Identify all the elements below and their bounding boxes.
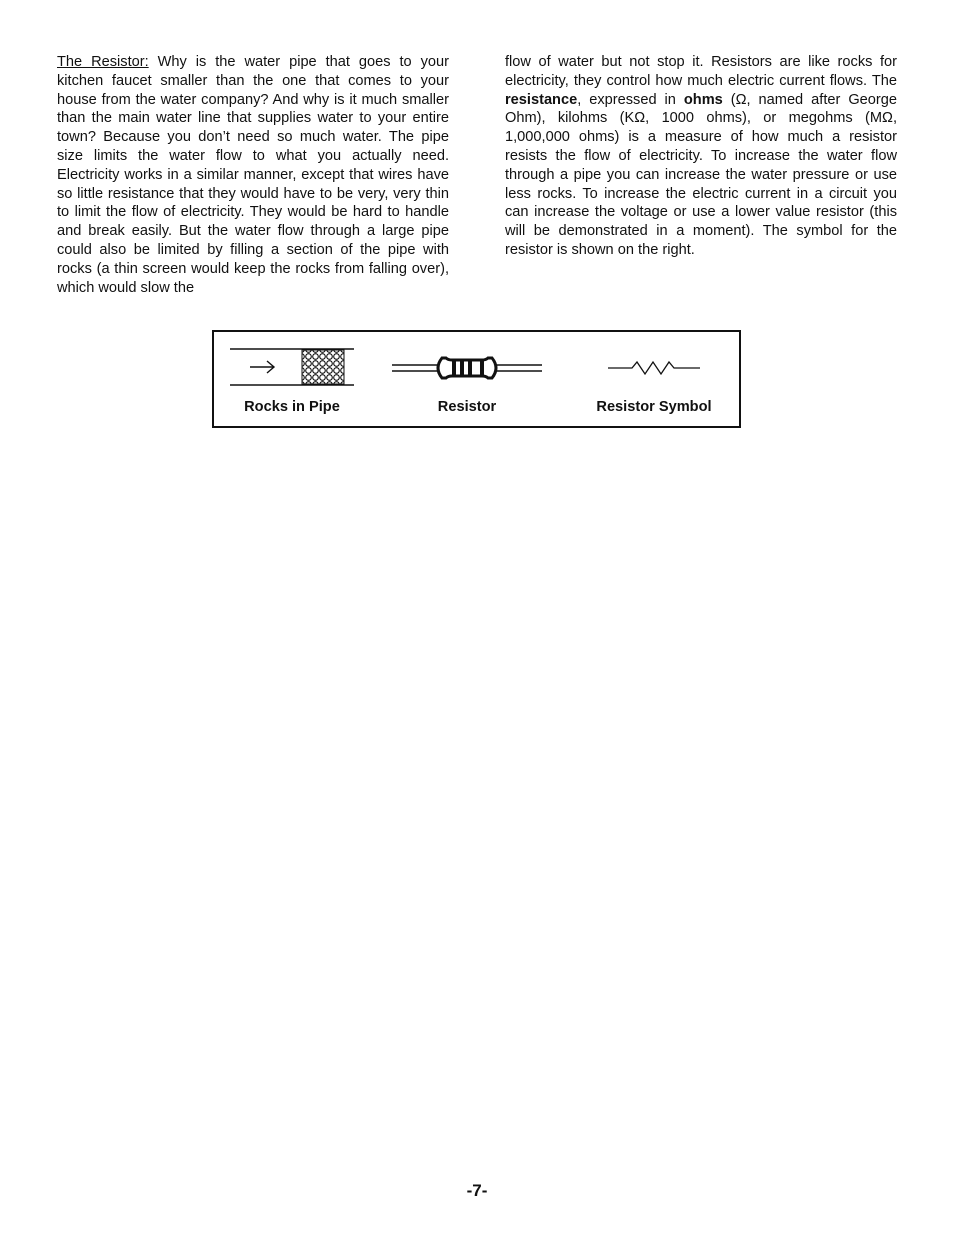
rocks-in-pipe-label: Rocks in Pipe <box>244 399 340 415</box>
section-heading: The Resistor: <box>57 54 149 70</box>
left-column-text: Why is the water pipe that goes to your kitchen faucet smaller than the one that comes to your house from the water company? And why is it much smaller than the main water line that supplies water to your entire town? Because you don’t need so much water. The pipe size limits the water flow to what you actually need. Electricity works in a similar manner, except that wires have so little resistance that they would have to be very, very thin to limit the flow of electricity. They would be hard to handle and break easily. But the water flow through a large pipe could also be limited by filling a section of the pipe with rocks (a thin screen would keep the rocks from falling over), which would slow the <box>57 54 449 296</box>
resistor-symbol-illustration <box>606 358 702 378</box>
resistor-component-illustration <box>390 352 544 386</box>
left-column <box>57 53 449 297</box>
right-text-1: flow of water but not stop it. Resistors are like rocks for electricity, they control how much electric current flows. The <box>505 54 897 89</box>
resistance-term: resistance <box>505 91 578 108</box>
right-text-3: (Ω, named after George Ohm), kilohms (KΩ, 1000 ohms), or megohms (MΩ, 1,000,000 ohms) is a measure of how much a resistor resists the flow of electricity. To increase the water flow through a pipe you can increase the water pressure or use less rocks. To increase the electric current in a circuit you can increase the voltage or use a lower value resistor (this will be demonstrated in a moment). The symbol for the resistor is shown on the right. <box>505 91 897 258</box>
page-number: -7- <box>466 1181 488 1200</box>
rocks-in-pipe-illustration <box>228 346 356 388</box>
right-column <box>505 53 897 260</box>
resistor-label: Resistor <box>437 399 497 415</box>
resistor-symbol-label: Resistor Symbol <box>596 399 712 415</box>
ohms-term: ohms <box>683 91 723 108</box>
resistor-figure <box>212 330 741 428</box>
right-text-2: , expressed in <box>577 91 684 108</box>
